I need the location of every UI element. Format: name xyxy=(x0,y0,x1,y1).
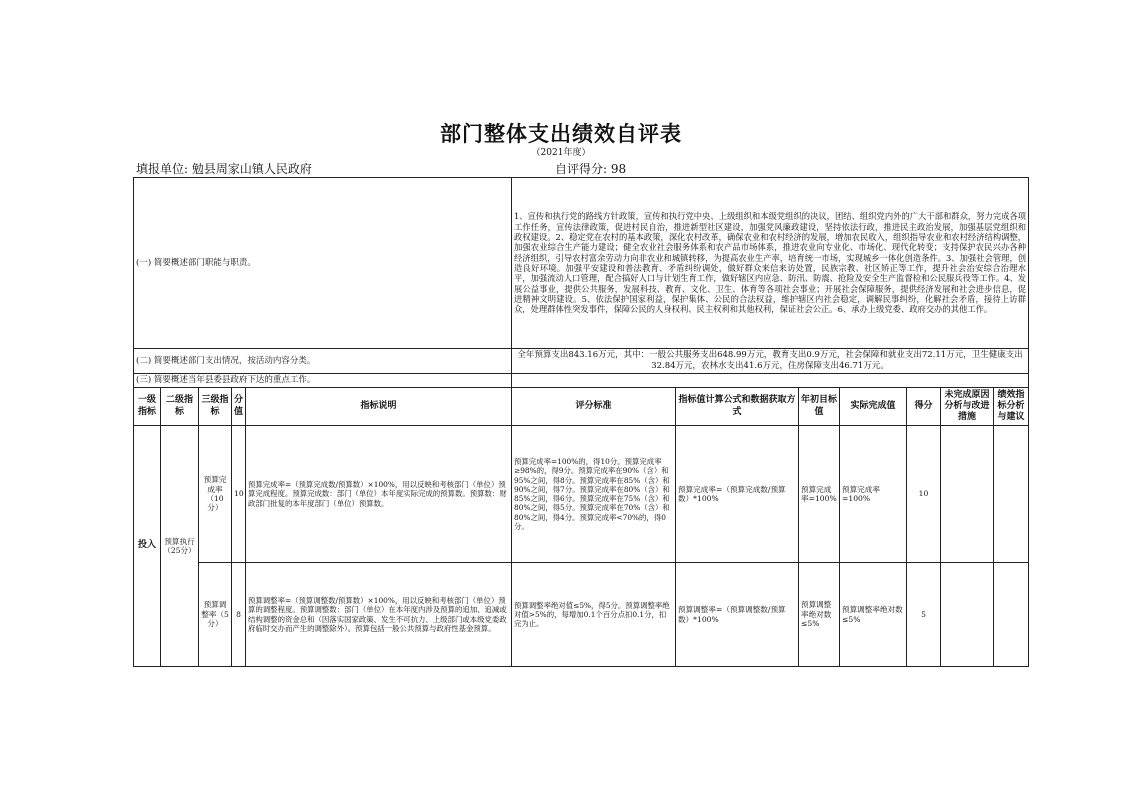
suggestion-cell xyxy=(994,426,1029,563)
actual-cell: 预算调整率绝对数≤5% xyxy=(840,563,907,667)
table-row xyxy=(134,563,1029,667)
target-cell: 预算完成率=100% xyxy=(799,426,840,563)
section-content: 1、宣传和执行党的路线方针政策，宣传和执行党中央、上级组织和本级党组织的决议，团结、组织党内外的广大干部和群众，努力完成各项工作任务，宣传法律政策，促进村民自治，推进新型社区建设，加强党风廉政建设，坚持依法行政，推进民主政治发展，加强基层党组织和政权建设。2、稳定党在农村的基本政策，深化农村改革，确保农业和农村经济的发展，增加农民收入，组织指导农业和农村经济结构调整，加强农业综合生产能力建设；健全农业社会服务体系和农产品市场体系，推进农业向专业化、市场化、现代化转变；支持保护农民兴办各种经济组织，引导农村富余劳动力向非农业和城镇转移，为提高农业生产率，培育统一市场，实现城乡一体化创造条件。3、加强社会管理，创造良好环境。加强平安建设和普法教育、矛盾纠纷调处，做好群众来信来访处置，民族宗教、社区矫正等工作，提升社会治安综合治理水平，加强流动人口管理，配合搞好人口与计划生育工作，做好辖区内应急、防汛、防震、抢险及安全生产监督检和公民服兵役等工作。4、发展公益事业，提供公共服务，发展科技、教育、文化、卫生、体育等各项社会事业；开展社会保障服务，提供经济发展和社会进步信息，促进精神文明建设。5、依法保护国家利益，保护集体、公民的合法权益，维护辖区内社会稳定，调解民事纠纷，化解社会矛盾，接待上访群众，处理群体性突发事件，保障公民的人身权利、民主权利和其他权利，保证社会公正。6、承办上级党委、政府交办的其他工作。 xyxy=(512,178,1029,349)
section-content xyxy=(512,374,1029,388)
section-label: (二) 简要概述部门支出情况，按活动内容分类。 xyxy=(134,349,512,374)
section-content: 全年预算支出843.16万元，其中：一般公共服务支出648.99万元，教育支出0.9万元，社会保障和就业支出72.11万元，卫生健康支出32.84万元，农林水支出41.6万元，住房保障支出46.71万元。 xyxy=(512,349,1029,374)
level1-indicator: 投入 xyxy=(134,426,161,667)
formula-cell: 预算调整率=（预算调整数/预算数）*100% xyxy=(676,563,799,667)
level3-indicator: 预算完成率（10分） xyxy=(199,426,232,563)
self-evaluation-score: 自评得分: 98 xyxy=(555,162,627,176)
explanation-cell: 预算完成率=（预算完成数/预算数）×100%，用以反映和考核部门（单位）预算完成程度。预算完成数：部门（单位）本年度实际完成的预算数。预算数：财政部门批复的本年度部门（单位）预算数。 xyxy=(246,426,512,563)
score-cell: 5 xyxy=(907,563,941,667)
suggestion-cell xyxy=(994,563,1029,667)
level3-indicator: 预算调整率（5分） xyxy=(199,563,232,667)
actual-cell: 预算完成率=100% xyxy=(840,426,907,563)
section-label: (三) 简要概述当年县委县政府下达的重点工作。 xyxy=(134,374,512,388)
performance-table xyxy=(133,177,1029,667)
points-cell: 10 xyxy=(232,426,246,563)
header-cell: 一级指标 xyxy=(134,388,161,426)
reason-cell xyxy=(941,563,994,667)
explanation-cell: 预算调整率=（预算调整数/预算数）×100%，用以反映和考核部门（单位）预算的调整程度。预算调整数：部门（单位）在本年度内涉及预算的追加、追减或结构调整的资金总和（因落实国家政策、发生不可抗力、上级部门或本级党委政府临时交办而产生的调整除外）。预算包括一般公共预算与政府性基金预算。 xyxy=(246,563,512,667)
table-row xyxy=(134,426,1029,563)
reporting-unit: 填报单位: 勉县周家山镇人民政府 xyxy=(136,162,312,176)
section-row xyxy=(134,349,1029,374)
header-cell: 二级指标 xyxy=(161,388,199,426)
report-year: （2021年度） xyxy=(531,148,591,158)
section-row xyxy=(134,178,1029,349)
header-cell: 绩效指标分析与建议 xyxy=(994,388,1029,426)
header-cell: 实际完成值 xyxy=(840,388,907,426)
header-cell: 未完成原因分析与改进措施 xyxy=(941,388,994,426)
reason-cell xyxy=(941,426,994,563)
header-cell: 三级指标 xyxy=(199,388,232,426)
standard-cell: 预算调整率绝对值≤5%，得5分。预算调整率绝对值>5%的，每增加0.1个百分点扣0.1分，扣完为止。 xyxy=(512,563,676,667)
header-cell: 年初目标值 xyxy=(799,388,840,426)
header-cell: 得分 xyxy=(907,388,941,426)
level2-indicator: 预算执行（25分） xyxy=(161,426,199,667)
section-label: (一) 简要概述部门职能与职责。 xyxy=(134,178,512,349)
header-cell: 指标值计算公式和数据获取方式 xyxy=(676,388,799,426)
target-cell: 预算调整率绝对数≤5% xyxy=(799,563,840,667)
table-header-row xyxy=(134,388,1029,426)
header-cell: 指标说明 xyxy=(246,388,512,426)
score-cell: 10 xyxy=(907,426,941,563)
header-cell: 分值 xyxy=(232,388,246,426)
formula-cell: 预算完成率=（预算完成数/预算数）*100% xyxy=(676,426,799,563)
section-row xyxy=(134,374,1029,388)
standard-cell: 预算完成率=100%的，得10分。预算完成率≥98%的，得9分。预算完成率在90%（含）和95%之间，得8分。预算完成率在85%（含）和90%之间，得7分。预算完成率在80%（含）和85%之间，得6分。预算完成率在75%（含）和80%之间，得5分。预算完成率在70%（含）和80%之间，得4分。预算完成率<70%的，得0分。 xyxy=(512,426,676,563)
page-title: 部门整体支出绩效自评表 xyxy=(440,122,682,146)
points-cell: 8 xyxy=(232,563,246,667)
header-cell: 评分标准 xyxy=(512,388,676,426)
